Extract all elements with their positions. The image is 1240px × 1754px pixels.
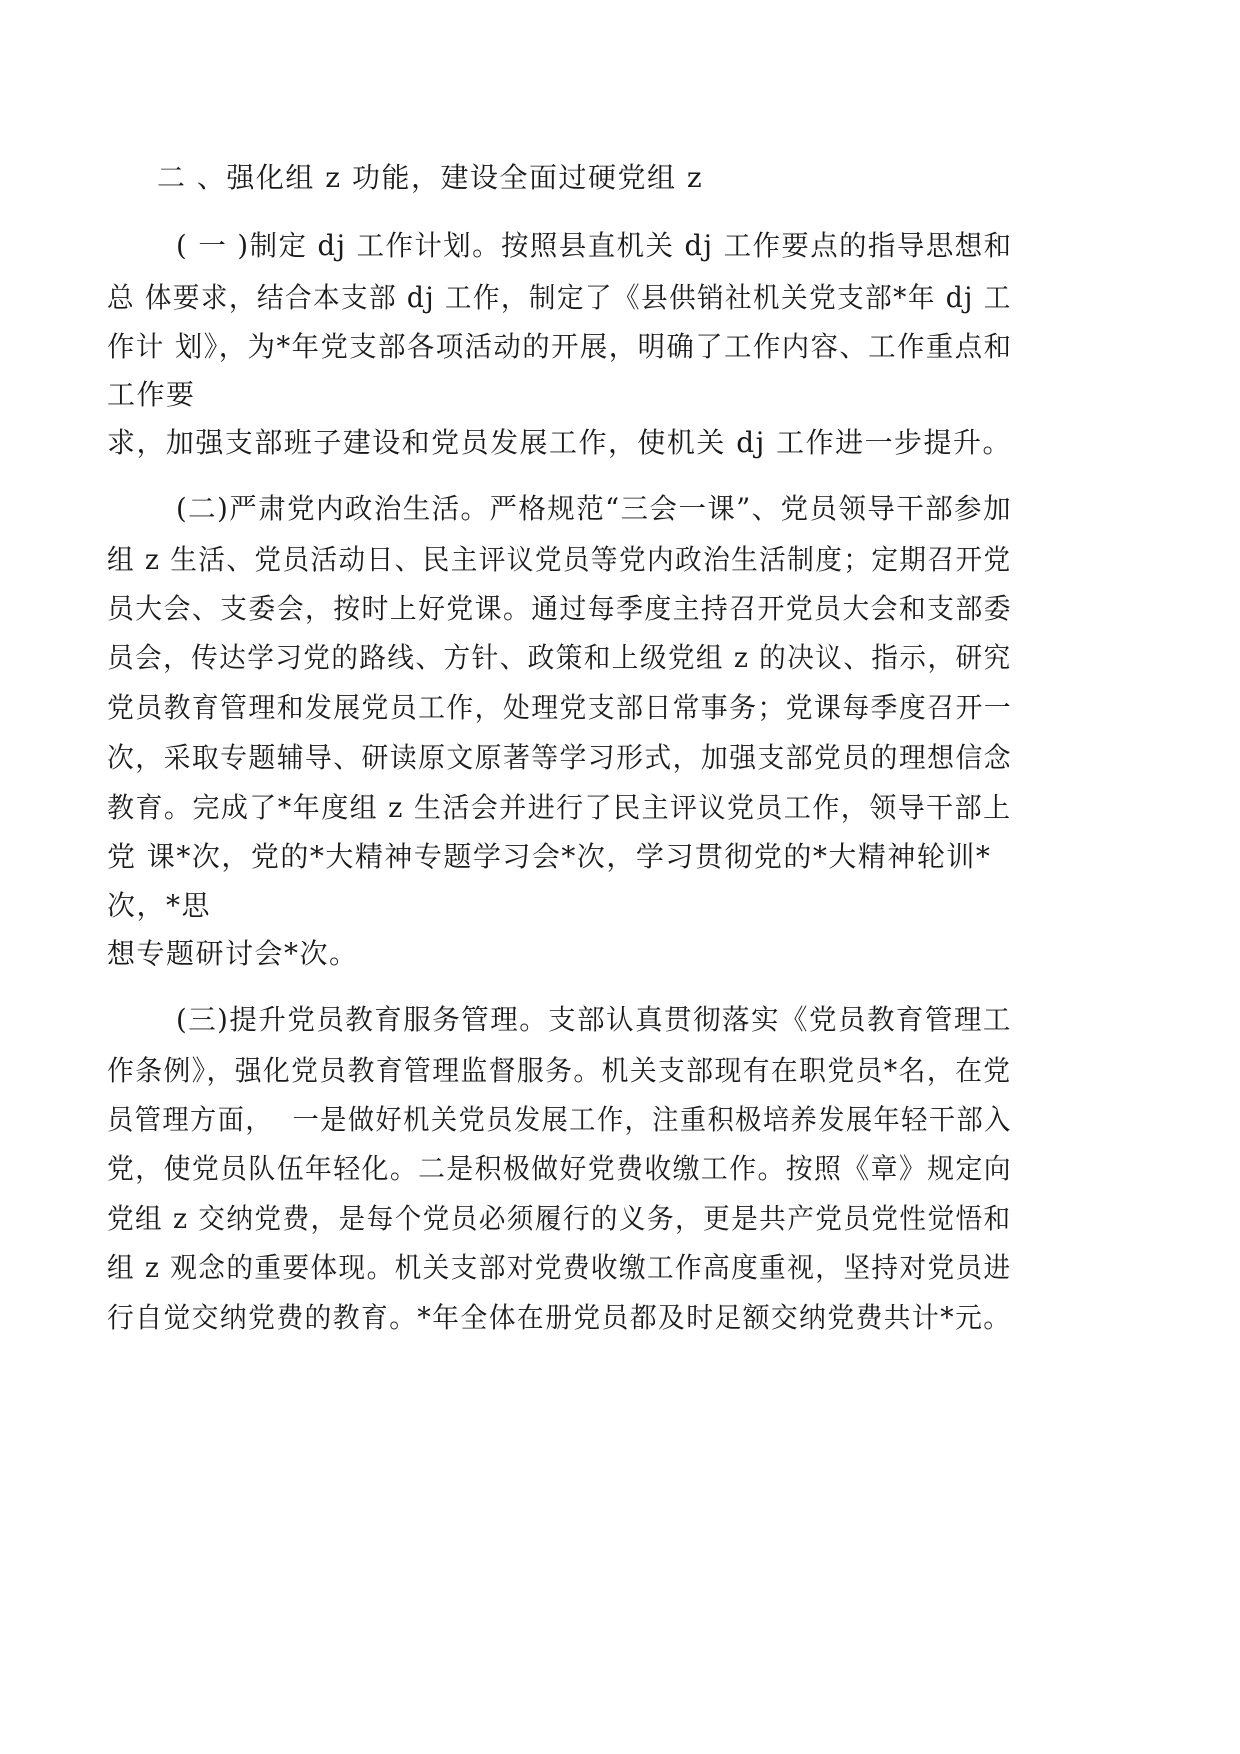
paragraph-line: 行自觉交纳党费的教育。*年全体在册党员都及时足额交纳党费共计*元。 xyxy=(107,1301,1012,1334)
paragraph-line: 次，采取专题辅导、研读原文原著等学习形式，加强支部党员的理想信念 xyxy=(107,741,1013,774)
paragraph-line: 员管理方面， 一是做好机关党员发展工作，注重积极培养发展年轻干部入 xyxy=(107,1103,1012,1136)
paragraph-line: 次，*思 xyxy=(107,889,212,922)
paragraph-line: 组 z 生活、党员活动日、民主评议党员等党内政治生活制度；定期召开党 xyxy=(107,543,1012,576)
paragraph-line: (二)严肃党内政治生活。严格规范“三会一课”、党员领导干部参加 xyxy=(176,492,1012,525)
paragraph-line: 作条例》，强化党员教育管理监督服务。机关支部现有在职党员*名，在党 xyxy=(107,1054,1012,1087)
paragraph-line: (三)提升党员教育服务管理。支部认真贯彻落实《党员教育管理工 xyxy=(176,1003,1012,1036)
section-heading: 二 、强化组 z 功能，建设全面过硬党组 z xyxy=(157,161,704,194)
paragraph-line: 工作要 xyxy=(107,378,196,411)
paragraph-line: 组 z 观念的重要体现。机关支部对党费收缴工作高度重视，坚持对党员进 xyxy=(107,1251,1012,1284)
paragraph-line: 党，使党员队伍年轻化。二是积极做好党费收缴工作。按照《章》规定向 xyxy=(107,1152,1013,1185)
paragraph-line: 党 课*次，党的*大精神专题学习会*次，学习贯彻党的*大精神轮训* xyxy=(107,840,992,873)
paragraph-line: 作计 划》，为*年党支部各项活动的开展，明确了工作内容、工作重点和 xyxy=(107,330,1013,363)
paragraph-line: 党员教育管理和发展党员工作，处理党支部日常事务；党课每季度召开一 xyxy=(107,691,1013,724)
paragraph-line: 员大会、支委会，按时上好党课。通过每季度主持召开党员大会和支部委 xyxy=(107,592,1013,625)
paragraph-line: 教育。完成了*年度组 z 生活会并进行了民主评议党员工作，领导干部上 xyxy=(107,791,1012,824)
paragraph-line: 求，加强支部班子建设和党员发展工作，使机关 dj 工作进一步提升。 xyxy=(107,426,1012,459)
paragraph-line: 党组 z 交纳党费，是每个党员必须履行的义务，更是共产党员党性觉悟和 xyxy=(107,1202,1012,1235)
paragraph-line: ( 一 )制定 dj 工作计划。按照县直机关 dj 工作要点的指导思想和 xyxy=(176,229,1013,262)
paragraph-line: 总 体要求，结合本支部 dj 工作，制定了《县供销社机关党支部*年 dj 工 xyxy=(107,281,1012,314)
paragraph-line: 想专题研讨会*次。 xyxy=(107,937,359,970)
paragraph-line: 员会，传达学习党的路线、方针、政策和上级党组 z 的决议、指示，研究 xyxy=(107,641,1012,674)
